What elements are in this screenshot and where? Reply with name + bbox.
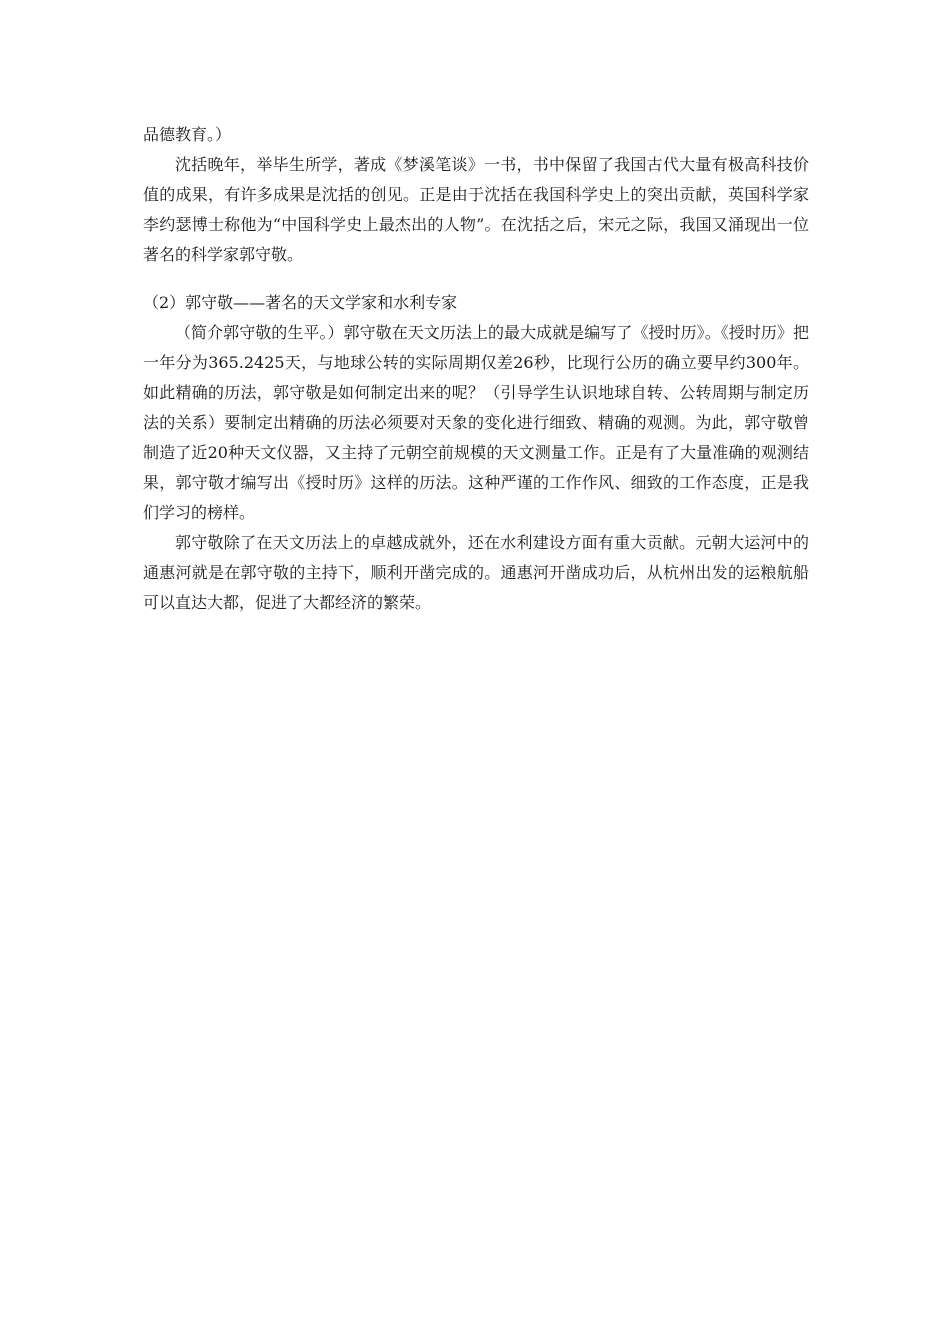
document-body — [143, 120, 809, 618]
paragraph-water-conservancy: 郭守敬除了在天文历法上的卓越成就外，还在水利建设方面有重大贡献。元朝大运河中的通惠河就是在郭守敬的主持下，顺利开凿完成的。通惠河开凿成功后，从杭州出发的运粮航船可以直达大都，促进了大都经济的繁荣。 — [143, 533, 809, 612]
paragraph-continuation: 品德教育。） — [143, 125, 232, 144]
paragraph-shen-kuo: 沈括晚年，举毕生所学，著成《梦溪笔谈》一书，书中保留了我国古代大量有极高科技价值的成果，有许多成果是沈括的创见。正是由于沈括在我国科学史上的突出贡献，英国科学家李约瑟博士称他为“中国科学史上最杰出的人物”。在沈括之后，宋元之际，我国又涌现出一位著名的科学家郭守敬。 — [143, 155, 809, 264]
paragraph-shoushi-calendar: （简介郭守敬的生平。）郭守敬在天文历法上的最大成就是编写了《授时历》。《授时历》把一年分为365.2425天，与地球公转的实际周期仅差26秒，比现行公历的确立要早约300年。如此精确的历法，郭守敬是如何制定出来的呢？（引导学生认识地球自转、公转周期与制定历法的关系）要制定出精确的历法必须要对天象的变化进行细致、精确的观测。为此，郭守敬曾制造了近20种天文仪器，又主持了元朝空前规模的天文测量工作。正是有了大量准确的观测结果，郭守敬才编写出《授时历》这样的历法。这种严谨的工作作风、细致的工作态度，正是我们学习的榜样。 — [143, 323, 809, 522]
section-heading-guo-shoujing: （2）郭守敬——著名的天文学家和水利专家 — [143, 293, 458, 312]
